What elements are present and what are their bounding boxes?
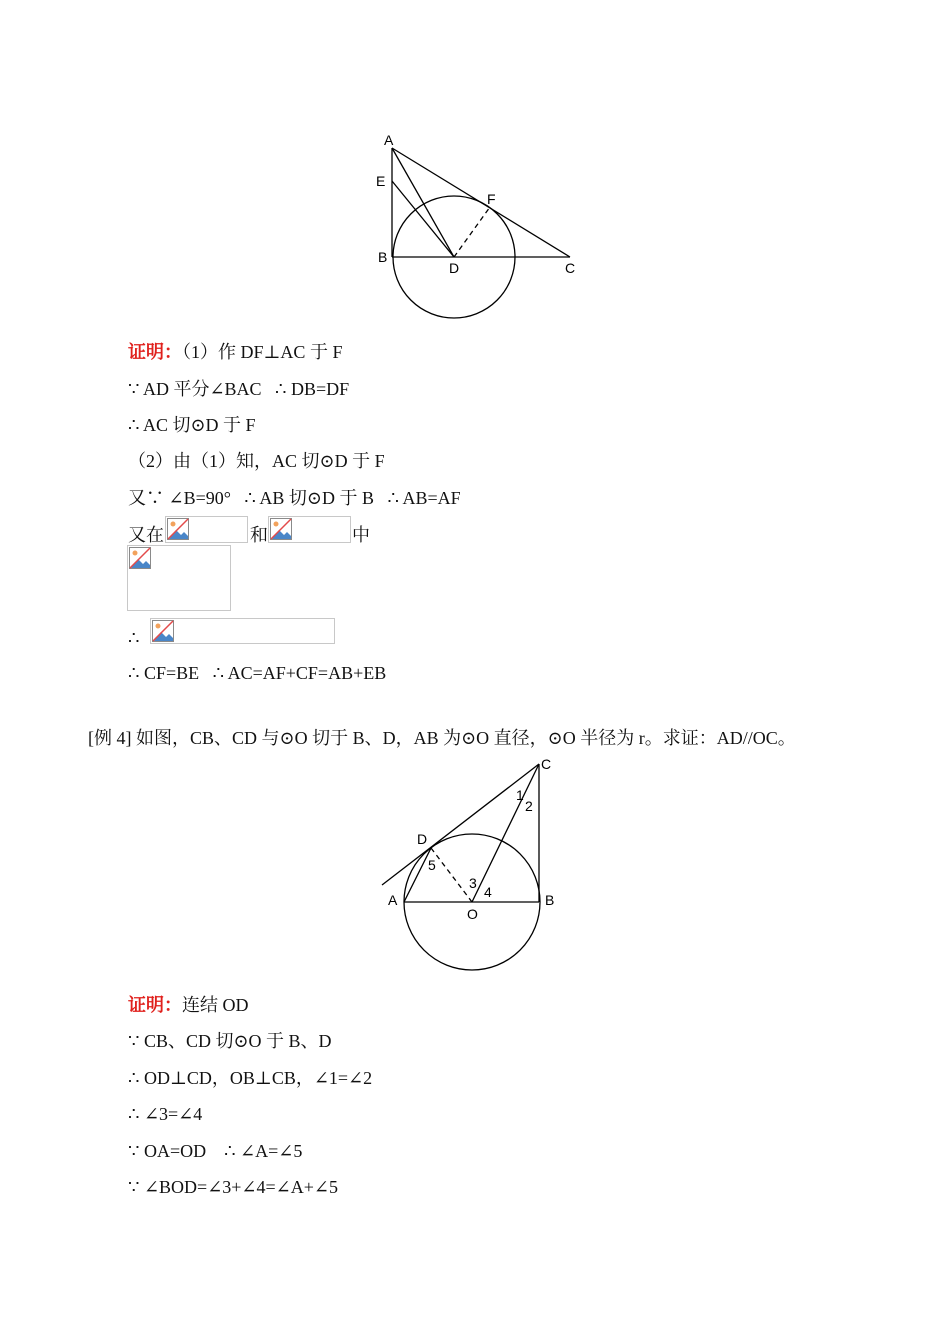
example4-statement: [例 4] 如图，CB、CD 与⊙O 切于 B、D，AB 为⊙O 直径，⊙O 半径为 r。求证：AD//OC。: [88, 728, 796, 748]
proof1-line6-mid: 和: [250, 525, 268, 545]
label-d: D: [449, 260, 460, 276]
label-f: F: [487, 191, 496, 207]
segment-oc: [472, 764, 539, 902]
figure-1-diagram: [370, 128, 585, 323]
proof2-line4: ∴ ∠3=∠4: [128, 1104, 203, 1124]
proof1-line8: ∴: [128, 628, 140, 648]
angle-2-label: 2: [525, 798, 533, 814]
label-b: B: [378, 249, 388, 265]
broken-image-equation-system: [127, 545, 231, 611]
label-a: A: [388, 892, 398, 908]
segment-df-dashed: [454, 207, 490, 257]
proof2-lead: 证明：: [128, 995, 182, 1015]
proof1-lead: 证明：: [128, 342, 182, 362]
broken-image-icon: [152, 620, 174, 642]
label-a: A: [384, 132, 394, 148]
label-c: C: [541, 756, 552, 772]
broken-image-congruence: [150, 618, 335, 644]
angle-1-label: 1: [516, 787, 524, 803]
proof2-line2: ∵ CB、CD 切⊙O 于 B、D: [128, 1031, 332, 1051]
broken-image-icon: [129, 547, 151, 569]
proof1-line5: 又∵ ∠B=90° ∴ AB 切⊙D 于 B ∴ AB=AF: [128, 488, 461, 508]
proof1-line9: ∴ CF=BE ∴ AC=AF+CF=AB+EB: [128, 663, 387, 683]
label-b: B: [545, 892, 555, 908]
tangent-line-cd: [382, 764, 539, 885]
label-c: C: [565, 260, 576, 276]
segment-ad: [404, 848, 431, 902]
proof2-line3: ∴ OD⊥CD，OB⊥CB，∠1=∠2: [128, 1068, 373, 1088]
proof1-line1: 证明：（1）作 DF⊥AC 于 F: [128, 342, 343, 362]
broken-image-icon: [167, 518, 189, 540]
broken-image-triangle-2: [268, 516, 351, 543]
broken-image-triangle-1: [165, 516, 248, 543]
angle-5-label: 5: [428, 857, 436, 873]
label-d: D: [417, 831, 428, 847]
proof1-line3: ∴ AC 切⊙D 于 F: [128, 415, 256, 435]
segment-ad: [392, 148, 454, 257]
angle-3-label: 3: [469, 875, 477, 891]
segment-ed: [392, 181, 454, 257]
figure-2-diagram: [375, 752, 570, 974]
segment-od-dashed: [431, 848, 472, 902]
label-e: E: [376, 173, 386, 189]
proof2-line5: ∵ OA=OD ∴ ∠A=∠5: [128, 1141, 303, 1161]
proof1-line6-pre: 又在: [128, 525, 164, 545]
angle-4-label: 4: [484, 884, 492, 900]
proof1-line6-post: 中: [352, 525, 370, 545]
proof2-line6: ∵ ∠BOD=∠3+∠4=∠A+∠5: [128, 1177, 338, 1197]
proof2-line1: 证明：连结 OD: [128, 995, 249, 1015]
proof1-line4: （2）由（1）知，AC 切⊙D 于 F: [128, 451, 385, 471]
label-o: O: [467, 906, 478, 922]
proof1-line2: ∵ AD 平分∠BAC ∴ DB=DF: [128, 379, 350, 399]
broken-image-icon: [270, 518, 292, 540]
